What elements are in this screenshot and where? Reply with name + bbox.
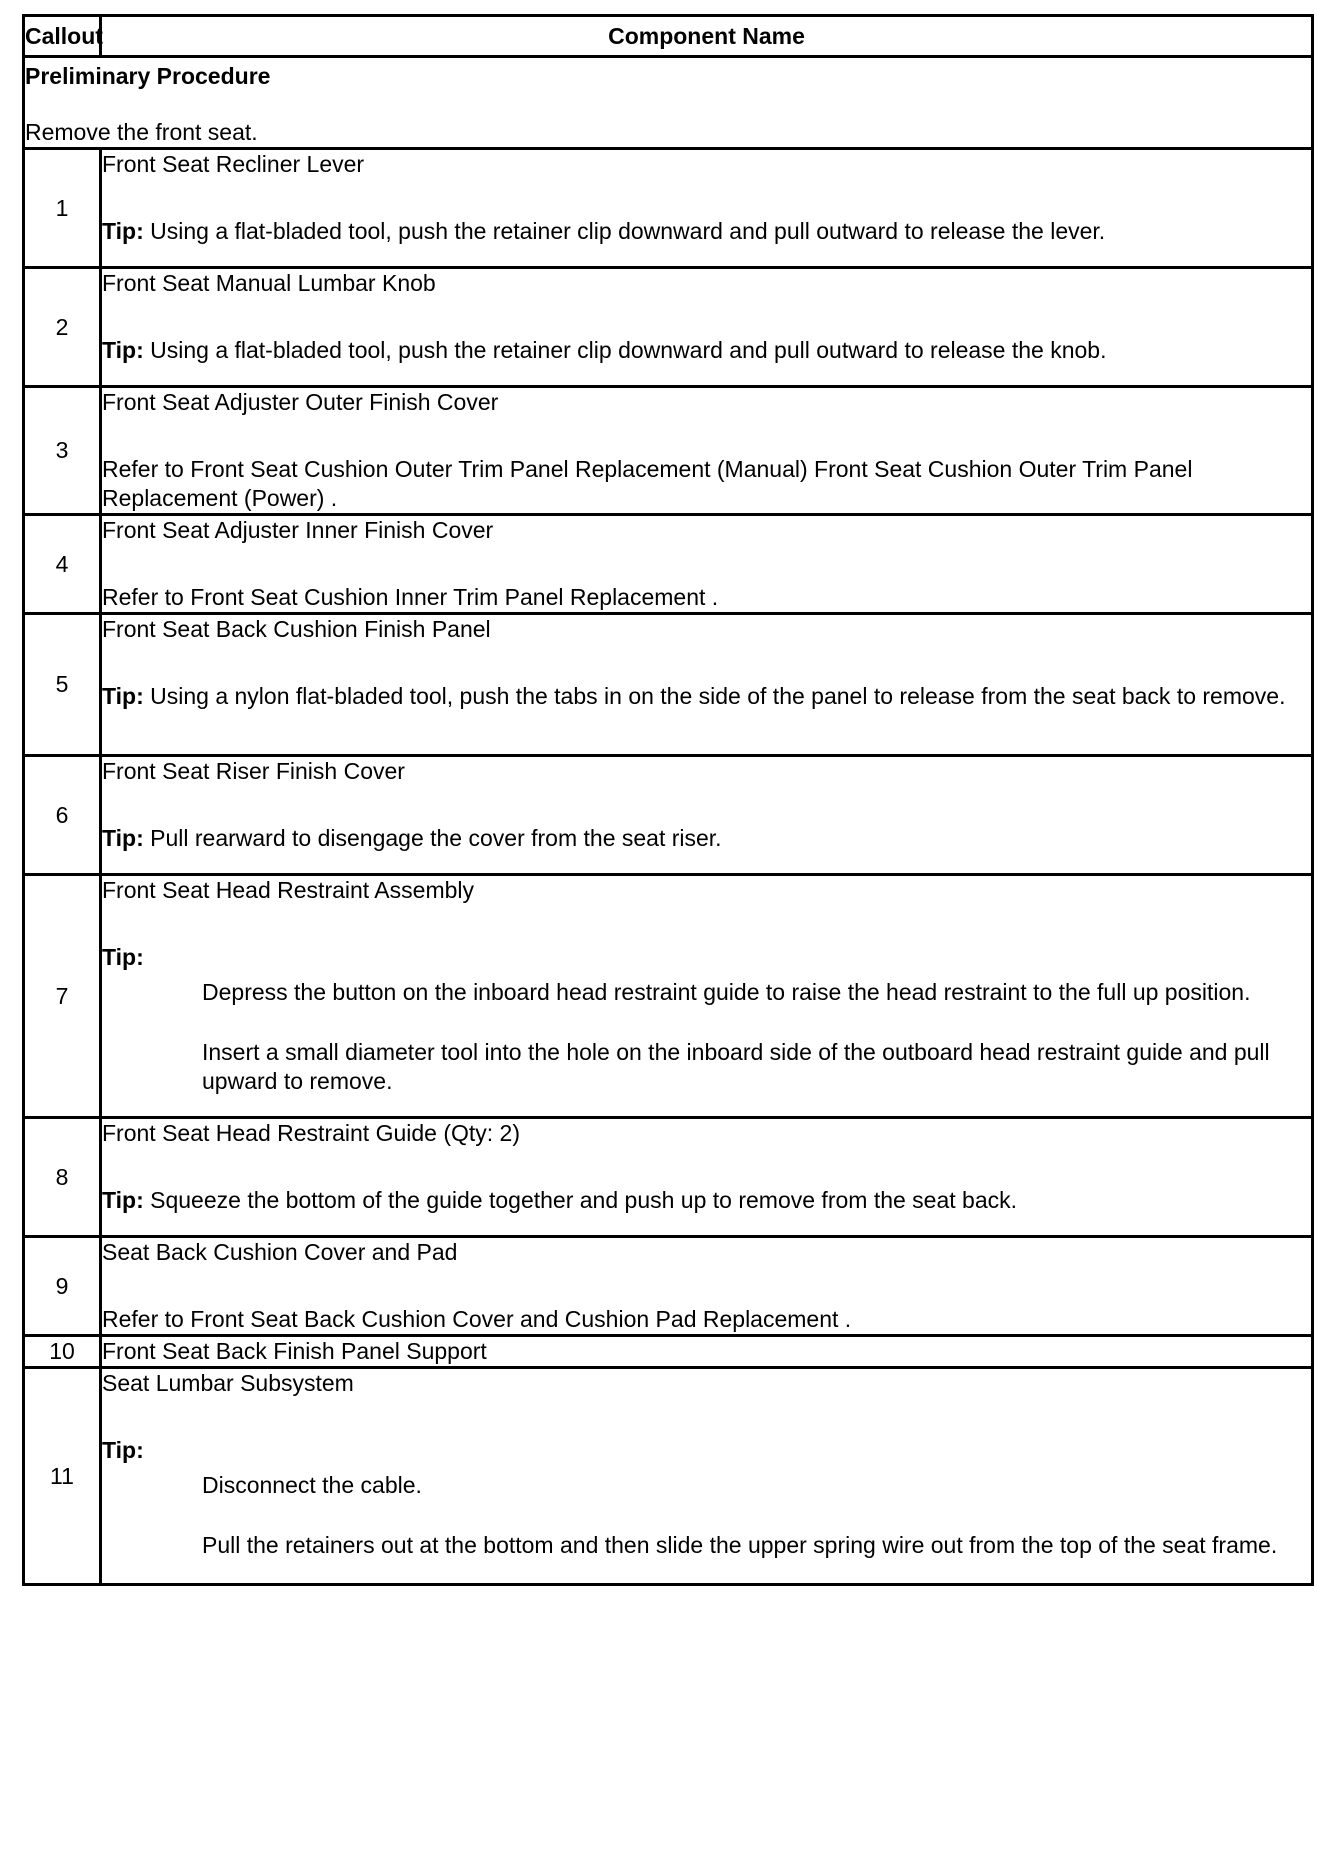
reference-text: Refer to Front Seat Back Cushion Cover and Cushion Pad Replacement .: [102, 1306, 852, 1332]
tip-item: Depress the button on the inboard head restraint guide to raise the head restraint to the full up position.: [202, 979, 1251, 1005]
callout-number: 1: [24, 149, 101, 268]
table-row: [24, 1368, 1313, 1585]
tip-list: [102, 978, 1311, 1096]
reference-text: Refer to Front Seat Cushion Inner Trim Panel Replacement .: [102, 584, 719, 610]
callout-number: 10: [24, 1336, 101, 1368]
tip-item: Pull the retainers out at the bottom and then slide the upper spring wire out from the top of the seat frame.: [202, 1532, 1278, 1558]
component-name: Front Seat Adjuster Outer Finish Cover: [102, 389, 499, 415]
callout-number: 11: [24, 1368, 101, 1585]
tip-item: Disconnect the cable.: [202, 1472, 422, 1498]
callout-number: 3: [24, 387, 101, 515]
callout-number: 8: [24, 1118, 101, 1237]
component-name: Front Seat Back Finish Panel Support: [102, 1338, 487, 1364]
callout-header: Callout: [24, 16, 101, 57]
component-name: Seat Back Cushion Cover and Pad: [102, 1239, 458, 1265]
tip-text: Using a flat-bladed tool, push the retainer clip downward and pull outward to release the lever.: [150, 218, 1106, 244]
component-name: Front Seat Adjuster Inner Finish Cover: [102, 517, 494, 543]
callout-number: 5: [24, 614, 101, 756]
tip-label: Tip:: [102, 683, 144, 709]
table-row: [24, 1118, 1313, 1237]
component-name: Front Seat Riser Finish Cover: [102, 758, 405, 784]
tip-text: Squeeze the bottom of the guide together and push up to remove from the seat back.: [150, 1187, 1018, 1213]
table-row: [24, 614, 1313, 756]
tip-label: Tip:: [102, 944, 144, 970]
tip-label: Tip:: [102, 1187, 144, 1213]
callout-number: 2: [24, 268, 101, 387]
component-name: Front Seat Recliner Lever: [102, 151, 365, 177]
component-name: Front Seat Head Restraint Assembly: [102, 877, 474, 903]
table-row: [24, 149, 1313, 268]
component-header: Component Name: [101, 16, 1313, 57]
table-row: [24, 875, 1313, 1118]
preliminary-heading: Preliminary Procedure: [25, 63, 271, 89]
tip-label: Tip:: [102, 1437, 144, 1463]
table-row: [24, 515, 1313, 614]
callout-number: 7: [24, 875, 101, 1118]
preliminary-row: [24, 57, 1313, 149]
table-row: [24, 1336, 1313, 1368]
component-name: Front Seat Head Restraint Guide (Qty: 2): [102, 1120, 521, 1146]
callout-number: 9: [24, 1237, 101, 1336]
table-row: [24, 268, 1313, 387]
preliminary-text: Remove the front seat.: [25, 119, 258, 145]
component-name: Front Seat Manual Lumbar Knob: [102, 270, 436, 296]
table-row: [24, 387, 1313, 515]
table-row: [24, 756, 1313, 875]
tip-label: Tip:: [102, 218, 144, 244]
reference-text: Refer to Front Seat Cushion Outer Trim Panel Replacement (Manual) Front Seat Cushion Outer Trim Panel Replacement (Power) .: [102, 456, 1193, 511]
tip-label: Tip:: [102, 337, 144, 363]
tip-list: [102, 1471, 1311, 1560]
component-name: Front Seat Back Cushion Finish Panel: [102, 616, 491, 642]
callout-number: 4: [24, 515, 101, 614]
callout-number: 6: [24, 756, 101, 875]
header-row: [24, 16, 1313, 57]
tip-text: Pull rearward to disengage the cover from the seat riser.: [150, 825, 722, 851]
component-name: Seat Lumbar Subsystem: [102, 1370, 354, 1396]
tip-text: Using a flat-bladed tool, push the retainer clip downward and pull outward to release the knob.: [150, 337, 1107, 363]
table-row: [24, 1237, 1313, 1336]
tip-item: Insert a small diameter tool into the hole on the inboard side of the outboard head restraint guide and pull upward to remove.: [202, 1039, 1270, 1094]
tip-text: Using a nylon flat-bladed tool, push the tabs in on the side of the panel to release from the seat back to remove.: [150, 683, 1286, 709]
tip-label: Tip:: [102, 825, 144, 851]
component-table: [22, 14, 1314, 1586]
